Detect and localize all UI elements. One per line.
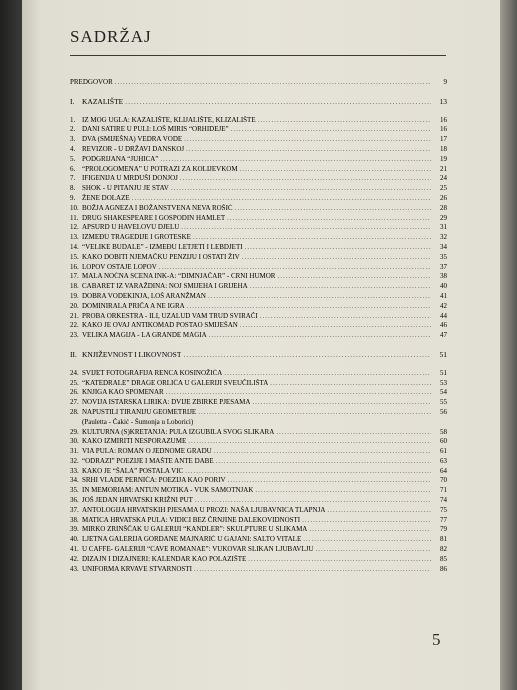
toc-entry: [70, 253, 447, 263]
toc-entry-page: 75: [440, 505, 447, 514]
toc-entry: [70, 545, 447, 555]
toc-entry-label: KAKO JE “ŠALA” POSTALA VIC: [82, 466, 184, 475]
dot-leader: [181, 223, 431, 233]
toc-entry-page: 56: [440, 407, 447, 416]
toc-entry-number: 19.: [70, 291, 79, 300]
dot-leader: [115, 78, 431, 88]
toc-entry: [70, 321, 447, 331]
dot-leader: [132, 194, 431, 204]
dot-leader: [227, 214, 431, 224]
dot-leader: [248, 555, 431, 565]
toc-entry-page: 21: [440, 164, 447, 173]
dot-leader: [125, 97, 431, 107]
toc-entry-page: 55: [440, 398, 447, 407]
section-label: KNJIŽEVNOST I LIKOVNOST: [82, 349, 182, 359]
toc-entry-number: 30.: [70, 437, 79, 446]
toc-entry-label: KAKO JE OVAJ ANTIKOMAD POSTAO SMIJEŠAN: [82, 321, 238, 330]
toc-entry: [70, 116, 447, 126]
toc-entry-page: 46: [440, 321, 447, 330]
toc-entry: [70, 263, 447, 273]
toc-entry-page: 58: [440, 427, 447, 436]
toc-entry-number: 32.: [70, 456, 79, 465]
toc-entry: [70, 145, 447, 155]
toc-entry-page: 70: [440, 476, 447, 485]
toc-entry-label: SHOK - U PITANJU JE STAV: [82, 184, 169, 193]
toc-entry-label: PODGRIJANA “JUHICA”: [82, 154, 159, 163]
dot-leader: [185, 467, 431, 477]
toc-entry-page: 34: [440, 242, 447, 251]
toc-entry-number: 25.: [70, 378, 79, 387]
section-page: 13: [439, 96, 447, 106]
toc-entry-label: REVIZOR - U DRŽAVI DANSKOJ: [82, 144, 185, 153]
dot-leader: [240, 321, 431, 331]
dot-leader: [216, 457, 431, 467]
dot-leader: [302, 516, 431, 526]
dot-leader: [303, 535, 431, 545]
toc-entry-number: 43.: [70, 564, 79, 573]
toc-entry-label: IZ MOG UGLA: KAZALIŠTE, KLIJALIŠTE, KLIZALIŠTE: [82, 115, 256, 124]
toc-entry-page: 63: [440, 456, 447, 465]
toc-entry-number: 31.: [70, 447, 79, 456]
toc-entry-page: 19: [440, 154, 447, 163]
toc-entry-page: 24: [440, 174, 447, 183]
toc-entry-page: 40: [440, 282, 447, 291]
toc-entry-number: 12.: [70, 223, 79, 232]
toc-entry-number: 42.: [70, 554, 79, 563]
toc-entry-page: 60: [440, 437, 447, 446]
toc-entry-label: “PROLOGOMENA” U POTRAZI ZA KOLIJEVKOM: [82, 164, 238, 173]
toc-entry-number: 1.: [70, 115, 76, 124]
toc-entry-number: 27.: [70, 398, 79, 407]
toc-entry: [70, 408, 447, 418]
toc-entry: [70, 467, 447, 477]
toc-entry-number: 20.: [70, 301, 79, 310]
toc-entry-label: “KATEDRALE” DRAGE ORLIĆA U GALERIJI SVEUČILIŠTA: [82, 378, 269, 387]
toc-entry-number: 21.: [70, 311, 79, 320]
dot-leader: [171, 184, 431, 194]
toc-entry-label: SVIJET FOTOGRAFIJA RENCA KOSINOŽIĆA: [82, 368, 223, 377]
dot-leader: [187, 302, 431, 312]
toc-entry: [70, 312, 447, 322]
toc-entry-page: 71: [440, 486, 447, 495]
dot-leader: [327, 506, 431, 516]
toc-entry: [70, 428, 447, 438]
toc-entry: [70, 447, 447, 457]
dot-leader: [195, 496, 431, 506]
dot-leader: [245, 243, 431, 253]
toc-entry: [70, 486, 447, 496]
dot-leader: [193, 233, 431, 243]
toc-section-1: [70, 97, 447, 107]
toc-entry-number: 4.: [70, 144, 76, 153]
toc-entry-page: 54: [440, 388, 447, 397]
toc-entry-page: 61: [440, 447, 447, 456]
section-number: I.: [70, 96, 75, 106]
toc-entry-number: 13.: [70, 233, 79, 242]
toc-entry-label: DOBRA VODEKINJA, LOŠ ARANŽMAN: [82, 291, 206, 300]
dot-leader: [260, 312, 431, 322]
toc-entry-label: LOPOV OSTAJE LOPOV: [82, 262, 157, 271]
toc-entry: [70, 388, 447, 398]
toc-entry-page: 18: [440, 144, 447, 153]
section-label: KAZALIŠTE: [82, 96, 124, 106]
toc-entry-number: 14.: [70, 242, 79, 251]
toc-entry: [70, 476, 447, 486]
toc-entry: [70, 516, 447, 526]
dot-leader: [208, 292, 431, 302]
toc-entry-label: VELIKA MAGIJA - LA GRANDE MAGIA: [82, 331, 207, 340]
toc-entry-number: 10.: [70, 203, 79, 212]
toc-entry-number: 18.: [70, 282, 79, 291]
toc-entry-label: JOŠ JEDAN HRVATSKI KRIŽNI PUT: [82, 496, 193, 505]
toc-entry: [70, 184, 447, 194]
toc-entry: [70, 418, 447, 428]
toc-entry-page: 16: [440, 115, 447, 124]
toc-entry-page: 32: [440, 233, 447, 242]
dot-leader: [214, 447, 431, 457]
toc-entry-number: 3.: [70, 135, 76, 144]
toc-entry-page: 38: [440, 272, 447, 281]
dot-leader: [184, 135, 431, 145]
toc-entry: [70, 506, 447, 516]
toc-entry-number: 24.: [70, 368, 79, 377]
toc-entry-page: 51: [440, 368, 447, 377]
toc-entry-number: 7.: [70, 174, 76, 183]
toc-entry-label: IN MEMORIAM: ANTUN MOTIKA - VUK SAMOTNJAK: [82, 486, 254, 495]
toc-entry-number: 8.: [70, 184, 76, 193]
toc-entry-label: NAPUSTILI TIRANIJU GEOMETRIJE: [82, 407, 197, 416]
toc-entry-page: 29: [440, 213, 447, 222]
toc-entry-page: 25: [440, 184, 447, 193]
toc-entry-number: 9.: [70, 193, 76, 202]
toc-entry-page: 35: [440, 252, 447, 261]
toc-entry-label: VIA PULA: ROMAN O JEDNOME GRADU: [82, 447, 212, 456]
toc-entry: [70, 194, 447, 204]
toc-entry-number: 26.: [70, 388, 79, 397]
toc-entry-number: 37.: [70, 505, 79, 514]
dot-leader: [250, 282, 431, 292]
toc-entry-page: 44: [440, 311, 447, 320]
toc-entry-page: 64: [440, 466, 447, 475]
toc-entry-label: U CAFFE- GALERIJI “CAVE ROMANAE”: VUKOVAR SLIKAN LJUBAVLJU: [82, 545, 314, 554]
toc-entry-number: 29.: [70, 427, 79, 436]
dot-leader: [240, 165, 431, 175]
book-gutter: [0, 0, 22, 690]
page-number: 5: [432, 630, 441, 649]
toc-entry-page: 41: [440, 291, 447, 300]
dot-leader: [186, 145, 431, 155]
toc-entry-number: 23.: [70, 331, 79, 340]
toc-entry: [70, 135, 447, 145]
toc-entry-number: 22.: [70, 321, 79, 330]
dot-leader: [242, 253, 431, 263]
toc-entry-page: 79: [440, 525, 447, 534]
toc-entry-label: “ODRAZI” POEZIJE I MAŠTE ANTE DABE: [82, 456, 214, 465]
toc-entry-number: 6.: [70, 164, 76, 173]
toc-entry-page: 85: [440, 554, 447, 563]
dot-leader: [224, 369, 431, 379]
toc-entry-page: 26: [440, 193, 447, 202]
toc-entry: [70, 369, 447, 379]
toc-entry: [70, 565, 447, 575]
toc-entry-label: DANI SATIRE U PULI: LOŠ MIRIS “ORHIDEJE”: [82, 125, 229, 134]
toc-entry-label: (Pauletta - Čakić - Šumonja u Loborici): [82, 417, 194, 426]
toc-entry-number: 2.: [70, 125, 76, 134]
toc-entry-label: KAKO DOBITI NJEMAČKU PENZIJU I OSTATI ŽIV: [82, 252, 240, 261]
toc-entry-label: MALA NOĆNA SCENA INK-A: “DIMNJAČAR” - CRNI HUMOR: [82, 272, 276, 281]
toc-entry-label: DIZAJN I DIZAJNERI: KALENDAR KAO POLAZIŠTE: [82, 554, 247, 563]
toc-entry: [70, 331, 447, 341]
toc-entry-number: 15.: [70, 252, 79, 261]
toc-entry-number: 5.: [70, 154, 76, 163]
toc-entry-label: MIRKO ZRINŠČAK U GALERIJI “KANDLER”: SKULPTURE U SLIKAMA: [82, 525, 308, 534]
toc-entry: [70, 282, 447, 292]
toc-entry: [70, 233, 447, 243]
toc-entry: [70, 398, 447, 408]
toc-entry-label: IZMEĐU TRAGEDIJE I GROTESKE: [82, 233, 191, 242]
toc-entry-number: 41.: [70, 545, 79, 554]
toc-entry-page: 82: [440, 545, 447, 554]
toc-entry: [70, 165, 447, 175]
toc-entry-page: 9: [443, 78, 447, 86]
toc-entry-label: APSURD U HAVELOVU DJELU: [82, 223, 180, 232]
dot-leader: [198, 408, 431, 418]
toc-entry: [70, 555, 447, 565]
toc-entry-label: SRHI VLADE PERNIĆA: POEZIJA KAO PORIV: [82, 476, 226, 485]
toc-entry-number: 34.: [70, 476, 79, 485]
dot-leader: [231, 125, 431, 135]
toc-entry-label: KNJIGA KAO SPOMENAR: [82, 388, 164, 397]
toc-entry-page: 47: [440, 331, 447, 340]
toc-entry-label: “VELIKE BUDALE” - IZMEĐU LETJETI I LEBDJETI: [82, 242, 243, 251]
section-page: 51: [439, 349, 447, 359]
toc-entry-number: 40.: [70, 535, 79, 544]
toc-entry-number: 39.: [70, 525, 79, 534]
toc-entry-label: LJETNA GALERIJA GORDANE MAJNARIĆ U GAJANI: SALTO VITALE: [82, 535, 302, 544]
page-title: SADRŽAJ: [70, 27, 152, 46]
toc-entry-label: PREDGOVOR: [70, 78, 113, 86]
toc-entry-page: 16: [440, 125, 447, 134]
dot-leader: [166, 388, 431, 398]
dot-leader: [270, 379, 431, 389]
dot-leader: [255, 486, 431, 496]
toc-entry: [70, 243, 447, 253]
dot-leader: [183, 350, 431, 360]
toc-entry-label: DVA (SMIJEŠNA) VEDRA VODE: [82, 135, 183, 144]
toc-entry-number: 33.: [70, 466, 79, 475]
table-of-contents: [70, 78, 447, 574]
toc-entry-label: BOŽJA AGNEZA I BOŽANSTVENA NEVA ROŠIĆ: [82, 203, 233, 212]
toc-entry: [70, 272, 447, 282]
toc-entry: [70, 379, 447, 389]
toc-entry-label: NOVIJA ISTARSKA LIRIKA: DVIJE ZBIRKE PJESAMA: [82, 398, 251, 407]
dot-leader: [315, 545, 431, 555]
dot-leader: [160, 155, 431, 165]
toc-entry-label: UNIFORMA KRVAVE STVARNOSTI: [82, 564, 192, 573]
section-number: II.: [70, 349, 77, 359]
toc-entry: [70, 525, 447, 535]
toc-entry: [70, 457, 447, 467]
toc-entry-label: DOMINIRALA PRIČA A NE IGRA: [82, 301, 185, 310]
toc-entry-page: 31: [440, 223, 447, 232]
toc-entry-number: 38.: [70, 515, 79, 524]
dot-leader: [209, 331, 431, 341]
toc-entry-label: PROBA ORKESTRA - ILI, UZALUD VAM TRUD SVIRAČI: [82, 311, 258, 320]
dot-leader: [258, 116, 431, 126]
toc-entry-label: KAKO IZMIRITI NESPORAZUME: [82, 437, 187, 446]
toc-entry: [70, 214, 447, 224]
toc-entry-number: 11.: [70, 213, 79, 222]
toc-entry-preface: [70, 78, 447, 88]
toc-section-2: [70, 350, 447, 360]
toc-entry-label: IFIGENIJA U MRDUŠI DONJOJ: [82, 174, 178, 183]
dot-leader: [252, 398, 431, 408]
toc-entry-page: 37: [440, 262, 447, 271]
dot-leader: [194, 565, 431, 575]
toc-entry: [70, 174, 447, 184]
toc-entry: [70, 125, 447, 135]
toc-entry-number: 36.: [70, 496, 79, 505]
toc-entry: [70, 302, 447, 312]
toc-entry-label: ŽENE DOLAZE: [82, 193, 130, 202]
dot-leader: [228, 476, 431, 486]
toc-entry-label: KULTURNA (S)KRETANJA: PULA IZGUBILA SVOG SLIKARA: [82, 427, 275, 436]
dot-leader: [235, 204, 431, 214]
toc-entry: [70, 155, 447, 165]
toc-entry-number: 16.: [70, 262, 79, 271]
toc-entry-page: 28: [440, 203, 447, 212]
toc-entry: [70, 292, 447, 302]
dot-leader: [277, 272, 431, 282]
toc-entry: [70, 535, 447, 545]
dot-leader: [159, 263, 431, 273]
toc-entry: [70, 223, 447, 233]
toc-entry-page: 77: [440, 515, 447, 524]
toc-entry-page: 53: [440, 378, 447, 387]
dot-leader: [180, 174, 431, 184]
dot-leader: [188, 437, 431, 447]
page-edge: [500, 0, 517, 690]
dot-leader: [276, 428, 431, 438]
toc-entry-label: CABARET IZ VARAŽDINA: NOJ SMIJEHA I GRIJEHA: [82, 282, 248, 291]
toc-entry-page: 81: [440, 535, 447, 544]
toc-entry-page: 17: [440, 135, 447, 144]
dot-leader: [309, 525, 431, 535]
section-2-list: [70, 369, 447, 575]
toc-entry-page: 86: [440, 564, 447, 573]
section-1-list: [70, 116, 447, 341]
toc-entry: [70, 496, 447, 506]
toc-entry-number: 35.: [70, 486, 79, 495]
toc-entry-page: 42: [440, 301, 447, 310]
toc-entry-page: 74: [440, 496, 447, 505]
toc-entry: [70, 437, 447, 447]
toc-entry-number: 28.: [70, 407, 79, 416]
toc-entry-label: MATICA HRVATSKA PULA: VIDICI BEZ ČRNJINE DALEKOVIDNOSTI: [82, 515, 301, 524]
title-rule: [70, 55, 446, 56]
toc-entry-number: 17.: [70, 272, 79, 281]
toc-entry: [70, 204, 447, 214]
toc-entry-label: DRUG SHAKESPEARE I GOSPODIN HAMLET: [82, 213, 226, 222]
toc-entry-label: ANTOLOGIJA HRVATSKIH PJESAMA U PROZI: NAŠA LJUBAVNICA TLAPNJA: [82, 505, 326, 514]
